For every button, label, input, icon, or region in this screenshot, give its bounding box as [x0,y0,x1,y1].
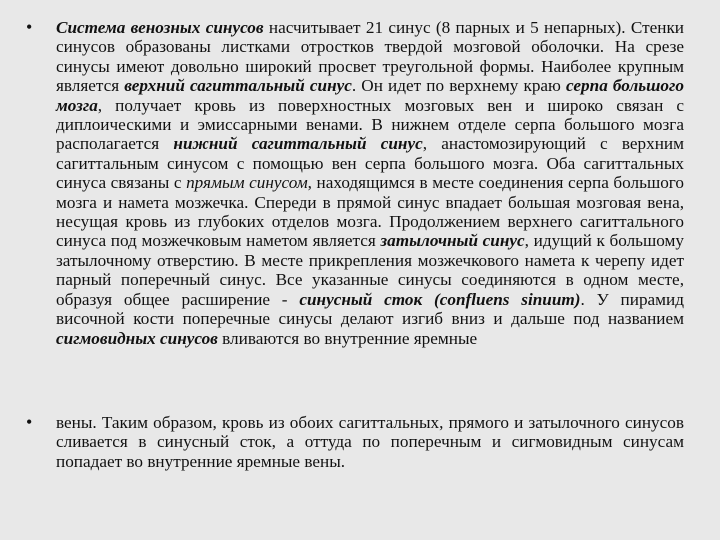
term-falx-cerebri: серпа большого мозга [56,76,684,115]
paragraph-blood-drainage: вены. Таким образом, кровь из обоих сагиттальных, прямого и затылочного синусов сливается в синусный сток, а оттуда по поперечным и сигмовидным синусам попадает во внутренние яремные вены. [56,413,684,471]
term-venous-sinus-system: Система венозных синусов [56,18,264,37]
text-segment: , идущий к большому затылочному отверстию. В месте прикрепления мозжечкового намета к черепу идет парный поперечный синус. Все указанные синусы соединяются в одном месте, образуя общее расширение - [56,231,684,309]
text-segment: . Он идет по верхнему краю [351,76,567,96]
bullet-marker: • [26,412,33,432]
term-occipital-sinus: затылочный синус [380,231,525,251]
text-segment: насчитывает 21 синус (8 парных и 5 непарных). Стенки синусов образованы листками отростков твердой мозговой оболочки. На срезе синусы имеют довольно широкий просвет треугольной формы. Наиболее крупным является [56,18,685,96]
text-segment: , находящимся в месте соединения серпа большого мозга и намета мозжечка. Спереди в прямой синус впадает большая мозговая вена, несущая кровь из глубоких отделов мозга. Продолжением верхнего сагиттального синуса под мозжечковым наметом является [56,173,685,251]
paragraph-venous-sinuses [56,18,684,348]
term-sigmoid-sinuses: сигмовидных синусов [56,328,218,348]
text-segment: , получает кровь из поверхностных мозговых вен и широко связан с диплоическими и эмиссарными венами. В нижнем отделе серпа большого мозга располагается [56,95,684,154]
term-straight-sinus: прямым синусом [186,173,308,193]
text-segment: вливаются во внутренние яремные [217,328,478,348]
term-superior-sagittal-sinus: верхний сагиттальный синус [124,76,352,96]
term-inferior-sagittal-sinus: нижний сагиттальный синус [173,134,423,154]
term-confluens-sinuum: синусный сток (confluens sinuum) [299,289,581,309]
text-segment: . У пирамид височной кости поперечные синусы делают изгиб вниз и дальше под названием [56,289,684,329]
text-segment: , анастомозирующий с верхним сагиттальным синусом с помощью вен серпа большого мозга. Оба сагиттальных синуса связаны с [56,134,684,193]
bullet-marker: • [26,17,33,37]
